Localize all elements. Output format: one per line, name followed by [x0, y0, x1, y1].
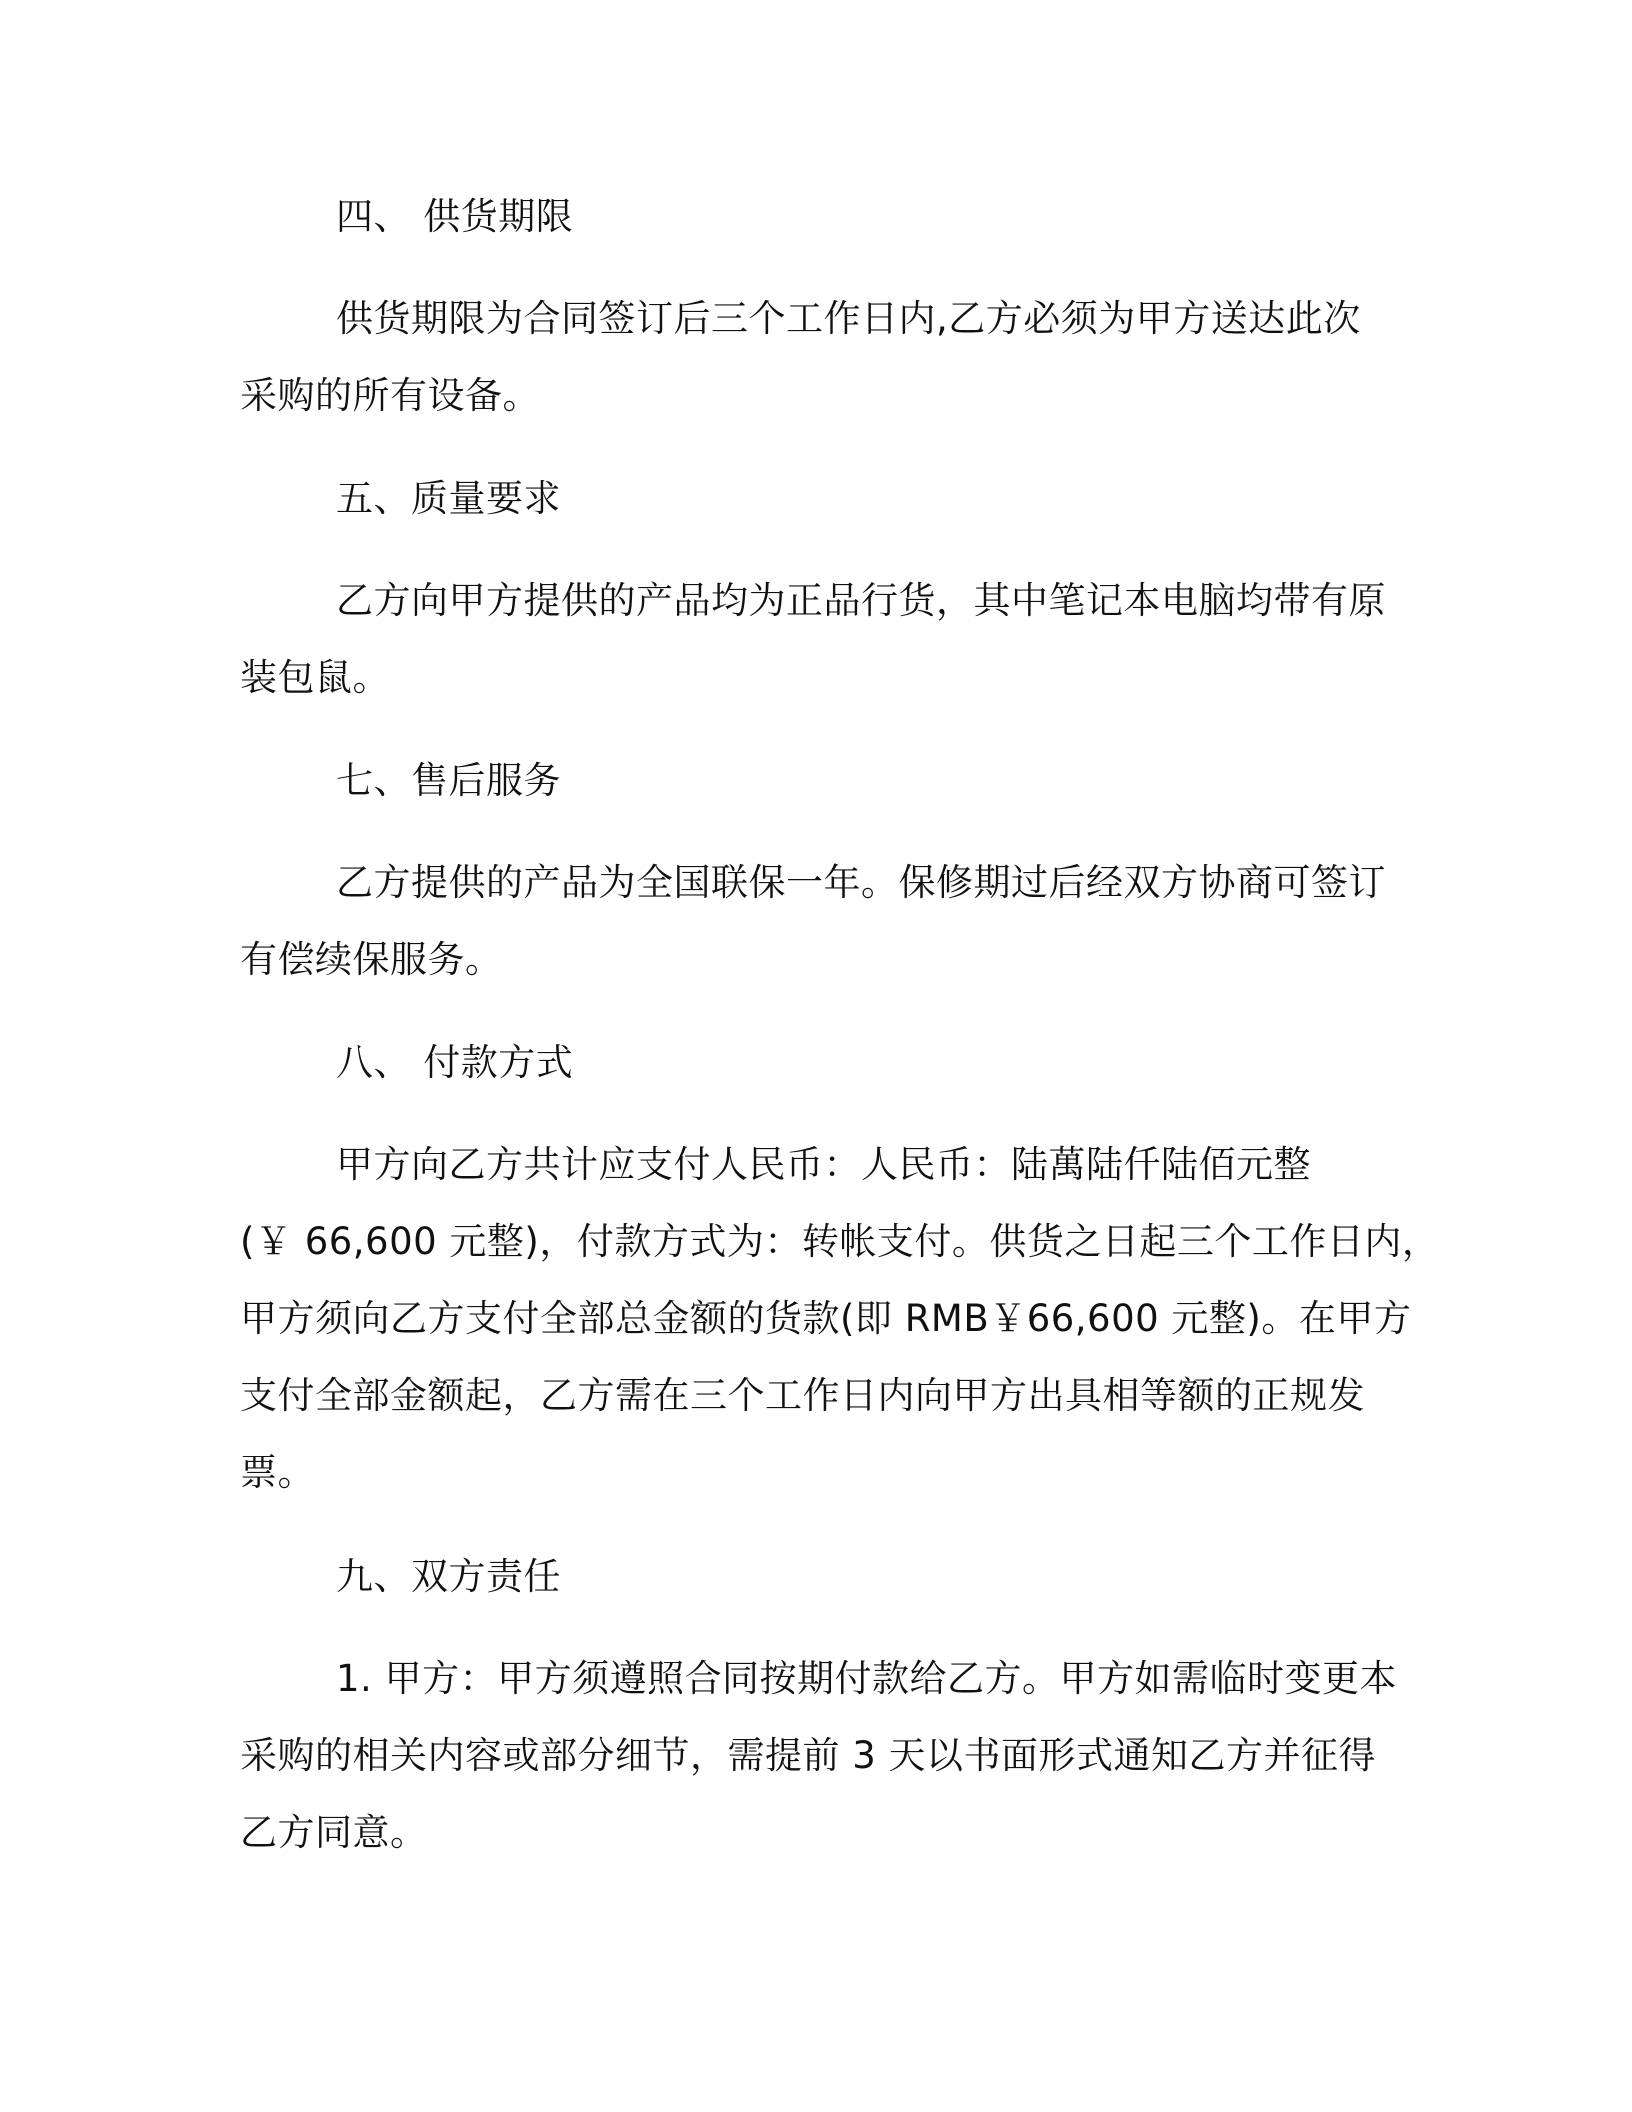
paragraph-line: 支付全部金额起，乙方需在三个工作日内向甲方出具相等额的正规发 [240, 1374, 1365, 1417]
section-heading: 七、售后服务 [336, 759, 561, 802]
section-responsibilities-body [240, 1640, 1398, 1871]
section-supply-period [240, 178, 1390, 255]
paragraph-line: 乙方同意。 [240, 1811, 428, 1854]
section-after-sales [240, 742, 1390, 819]
section-after-sales-body [240, 844, 1390, 998]
paragraph-line: 采购的相关内容或部分细节，需提前 3 天以书面形式通知乙方并征得 [240, 1734, 1377, 1777]
section-heading: 九、双方责任 [336, 1555, 561, 1598]
section-quality [240, 460, 1390, 537]
paragraph-line: 票。 [240, 1451, 315, 1494]
section-payment [240, 1024, 1390, 1101]
section-quality-body [240, 562, 1390, 716]
paragraph-line: 甲方须向乙方支付全部总金额的货款(即 RMB￥66,600 元整)。在甲方 [240, 1297, 1412, 1340]
section-supply-period-body [240, 280, 1390, 434]
paragraph-line: 乙方向甲方提供的产品均为正品行货，其中笔记本电脑均带有原 [336, 579, 1386, 622]
paragraph-line: 有偿续保服务。 [240, 938, 503, 981]
section-payment-body [240, 1126, 1440, 1511]
paragraph-line: 乙方提供的产品为全国联保一年。保修期过后经双方协商可签订 [336, 861, 1386, 904]
paragraph-line: 采购的所有设备。 [240, 374, 540, 417]
paragraph-line: 供货期限为合同签订后三个工作日内,乙方必须为甲方送达此次 [336, 297, 1361, 340]
paragraph-line: 1. 甲方：甲方须遵照合同按期付款给乙方。甲方如需临时变更本 [336, 1657, 1398, 1700]
paragraph-line: (￥ 66,600 元整)，付款方式为：转帐支付。供货之日起三个工作日内， [240, 1220, 1440, 1263]
paragraph-line: 装包鼠。 [240, 656, 390, 699]
section-heading: 八、 付款方式 [336, 1041, 574, 1084]
section-heading: 五、质量要求 [336, 477, 561, 520]
paragraph-line: 甲方向乙方共计应支付人民币：人民币：陆萬陆仟陆佰元整 [336, 1143, 1311, 1186]
section-heading: 四、 供货期限 [336, 195, 574, 238]
section-responsibilities [240, 1538, 1390, 1615]
